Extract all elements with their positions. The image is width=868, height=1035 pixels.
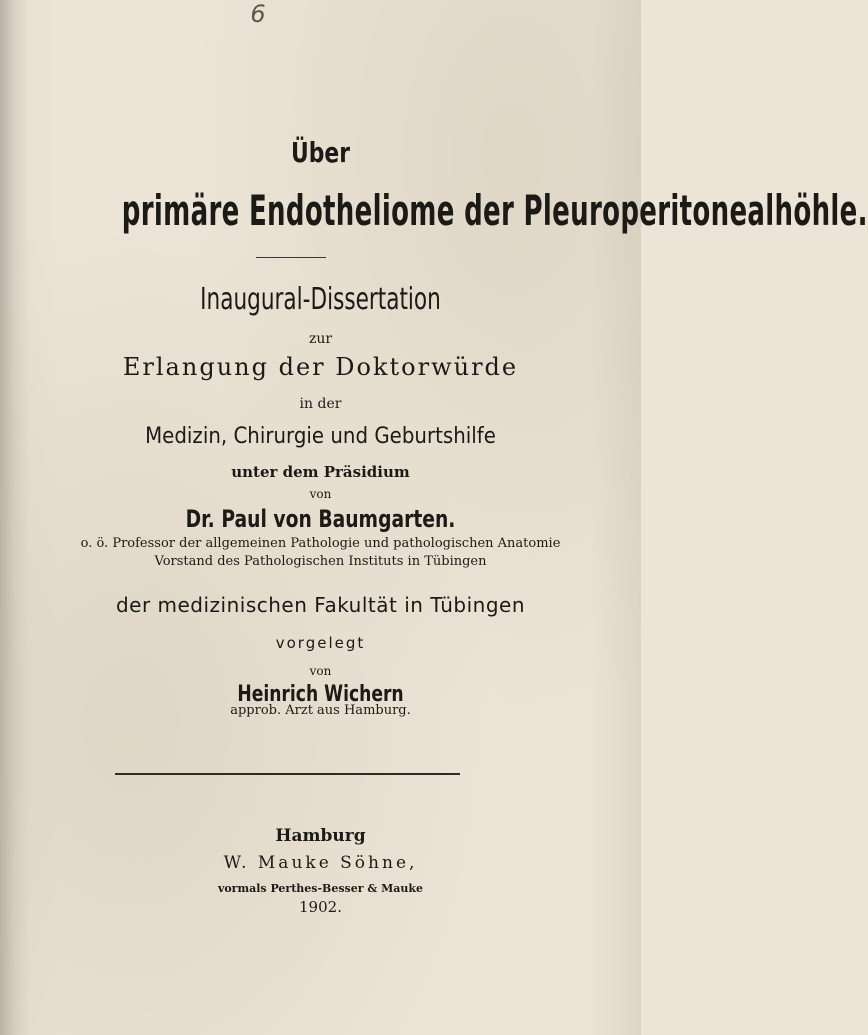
divider-rule: [256, 257, 326, 258]
publisher-name: W. Mauke Söhne,: [223, 853, 418, 873]
faculty-disciplines: Medizin, Chirurgie und Geburtshilfe: [145, 424, 496, 449]
professor-line-2: Vorstand des Pathologischen Instituts in Tübingen: [154, 554, 487, 569]
president-name: Dr. Paul von Baumgarten.: [185, 505, 456, 533]
vorgelegt-text: vorgelegt: [275, 634, 366, 652]
publication-year: 1902.: [299, 898, 342, 916]
author-name: Heinrich Wichern: [237, 682, 404, 707]
zur-text: zur: [308, 331, 333, 347]
faculty-line: der medizinischen Fakultät in Tübingen: [115, 593, 526, 617]
bottom-divider-rule: [115, 773, 460, 775]
author-title: approb. Arzt aus Hamburg.: [230, 703, 411, 718]
title-prefix: Über: [291, 136, 350, 169]
publisher-former-name: vormals Perthes-Besser & Mauke: [217, 882, 424, 895]
in-der-text: in der: [299, 396, 342, 412]
dissertation-title: primäre Endotheliome der Pleuroperitonealhöhle.: [121, 186, 868, 235]
degree-line: Erlangung der Doktorwürde: [122, 353, 519, 381]
professor-line-1: o. ö. Professor der allgemeinen Pathologie und pathologischen Anatomie: [80, 536, 561, 551]
presidium-line: unter dem Präsidium: [231, 463, 410, 481]
von-text: von: [309, 487, 332, 501]
publication-city: Hamburg: [275, 826, 366, 846]
dissertation-type: Inaugural-Dissertation: [200, 282, 441, 317]
handwritten-page-mark: 6: [250, 0, 266, 28]
von-text-2: von: [309, 664, 332, 678]
